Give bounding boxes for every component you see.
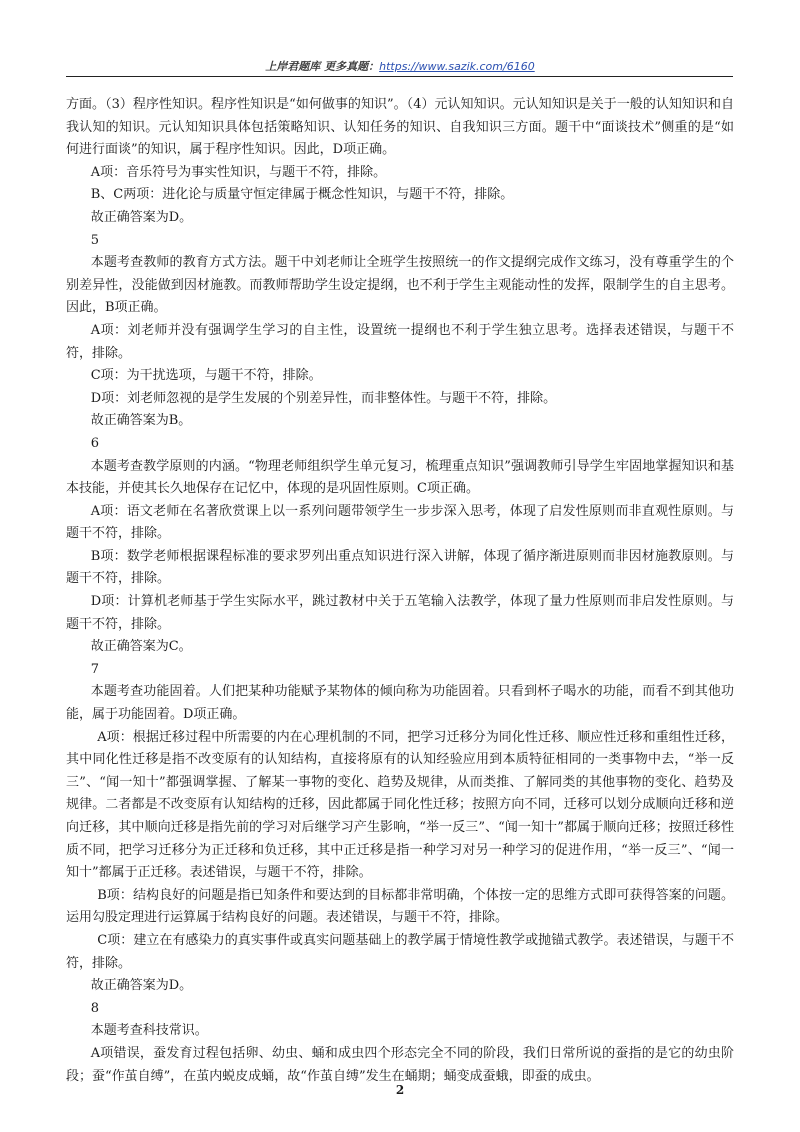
paragraph: A项：根据迁移过程中所需要的内在心理机制的不同，把学习迁移分为同化性迁移、顺应性迁移和重组性迁移，其中同化性迁移是指不改变原有的认知结构，直接将原有的认知经验应用到本质特征相同的一类事物中去，“举一反三”、“闻一知十”都强调掌握、了解某一事物的变化、趋势及规律，从而类推、了解同类的其他事物的变化、趋势及规律。二者都是不改变原有认知结构的迁移，因此都属于同化性迁移；按照方向不同，迁移可以划分成顺向迁移和逆向迁移，其中顺向迁移是指先前的学习对后继学习产生影响，“举一反三”、“闻一知十”都属于顺向迁移；按照迁移性质不同，把学习迁移分为正迁移和负迁移，其中正迁移是指一种学习对另一种学习的促进作用，“举一反三”、“闻一知十”都属于正迁移。表述错误，与题干不符，排除。 [66, 729, 734, 881]
paragraph: 本题考查教学原则的内涵。“物理老师组织学生单元复习，梳理重点知识”强调教师引导学生牢固地掌握知识和基本技能，并使其长久地保存在记忆中，体现的是巩固性原则。C项正确。 [66, 458, 734, 497]
paragraph: 故正确答案为D。 [90, 978, 193, 994]
header-label: 上岸君题库 更多真题： [265, 60, 380, 73]
question-number: 7 [90, 661, 99, 677]
paragraph: B项：结构良好的问题是指已知条件和要达到的目标都非常明确，个体按一定的思维方式即可获得答案的问题。运用勾股定理进行运算属于结构良好的问题。表述错误，与题干不符，排除。 [66, 887, 734, 926]
paragraph: C项：建立在有感染力的真实事件或真实问题基础上的教学属于情境性教学或抛锚式教学。表述错误，与题干不符，排除。 [66, 932, 734, 971]
paragraph: A项：刘老师并没有强调学生学习的自主性，设置统一提纲也不利于学生独立思考。选择表述错误，与题干不符，排除。 [66, 322, 734, 361]
paragraph: 本题考查功能固着。人们把某种功能赋予某物体的倾向称为功能固着。只看到杯子喝水的功能，而看不到其他功能，属于功能固着。D项正确。 [66, 684, 734, 723]
paragraph: A项错误，蚕发育过程包括卵、幼虫、蛹和成虫四个形态完全不同的阶段，我们日常所说的蚕指的是它的幼虫阶段；蚕“作茧自缚”，在茧内蜕皮成蛹，故“作茧自缚”发生在蛹期；蛹变成蚕蛾，即蚕的成虫。 [66, 1045, 734, 1084]
paragraph: A项：语文老师在名著欣赏课上以一系列问题带领学生一步步深入思考，体现了启发性原则而非直观性原则。与题干不符，排除。 [66, 503, 734, 542]
header-link[interactable]: https://www.sazik.com/6160 [379, 60, 535, 73]
paragraph: 本题考查教师的教育方式方法。题干中刘老师让全班学生按照统一的作文提纲完成作文练习，没有尊重学生的个别差异性，没能做到因材施教。而教师帮助学生设定提纲，也不利于学生主观能动性的发挥，限制学生的自主思考。因此，B项正确。 [66, 255, 734, 316]
paragraph: B项：数学老师根据课程标准的要求罗列出重点知识进行深入讲解，体现了循序渐进原则而非因材施教原则。与题干不符，排除。 [66, 548, 734, 587]
paragraph: 本题考查科技常识。 [90, 1023, 208, 1039]
document-body [66, 94, 734, 1088]
paragraph: 故正确答案为C。 [90, 639, 192, 655]
question-number: 8 [90, 1000, 99, 1016]
paragraph: 方面。（3）程序性知识。程序性知识是“如何做事的知识”。（4）元认知知识。元认知知识是关于一般的认知知识和自我认知的知识。元认知知识具体包括策略知识、认知任务的知识、自我知识三方面。题干中“面谈技术”侧重的是“如何进行面谈”的知识，属于程序性知识。因此，D项正确。 [66, 97, 734, 158]
header-rule [66, 76, 733, 77]
paragraph: D项：刘老师忽视的是学生发展的个别差异性，而非整体性。与题干不符，排除。 [90, 390, 557, 406]
question-number: 6 [90, 435, 99, 451]
paragraph: 故正确答案为B。 [90, 413, 192, 429]
paragraph: A项：音乐符号为事实性知识，与题干不符，排除。 [90, 164, 387, 180]
page-header [0, 58, 800, 74]
paragraph: B、C两项：进化论与质量守恒定律属于概念性知识，与题干不符，排除。 [90, 187, 514, 203]
paragraph: 故正确答案为D。 [90, 209, 193, 225]
paragraph: C项：为干扰选项，与题干不符，排除。 [90, 368, 322, 384]
question-number: 5 [90, 232, 99, 248]
page-number: 2 [395, 1083, 405, 1097]
paragraph: D项：计算机老师基于学生实际水平，跳过教材中关于五笔输入法教学，体现了量力性原则而非启发性原则。与题干不符，排除。 [66, 594, 734, 632]
